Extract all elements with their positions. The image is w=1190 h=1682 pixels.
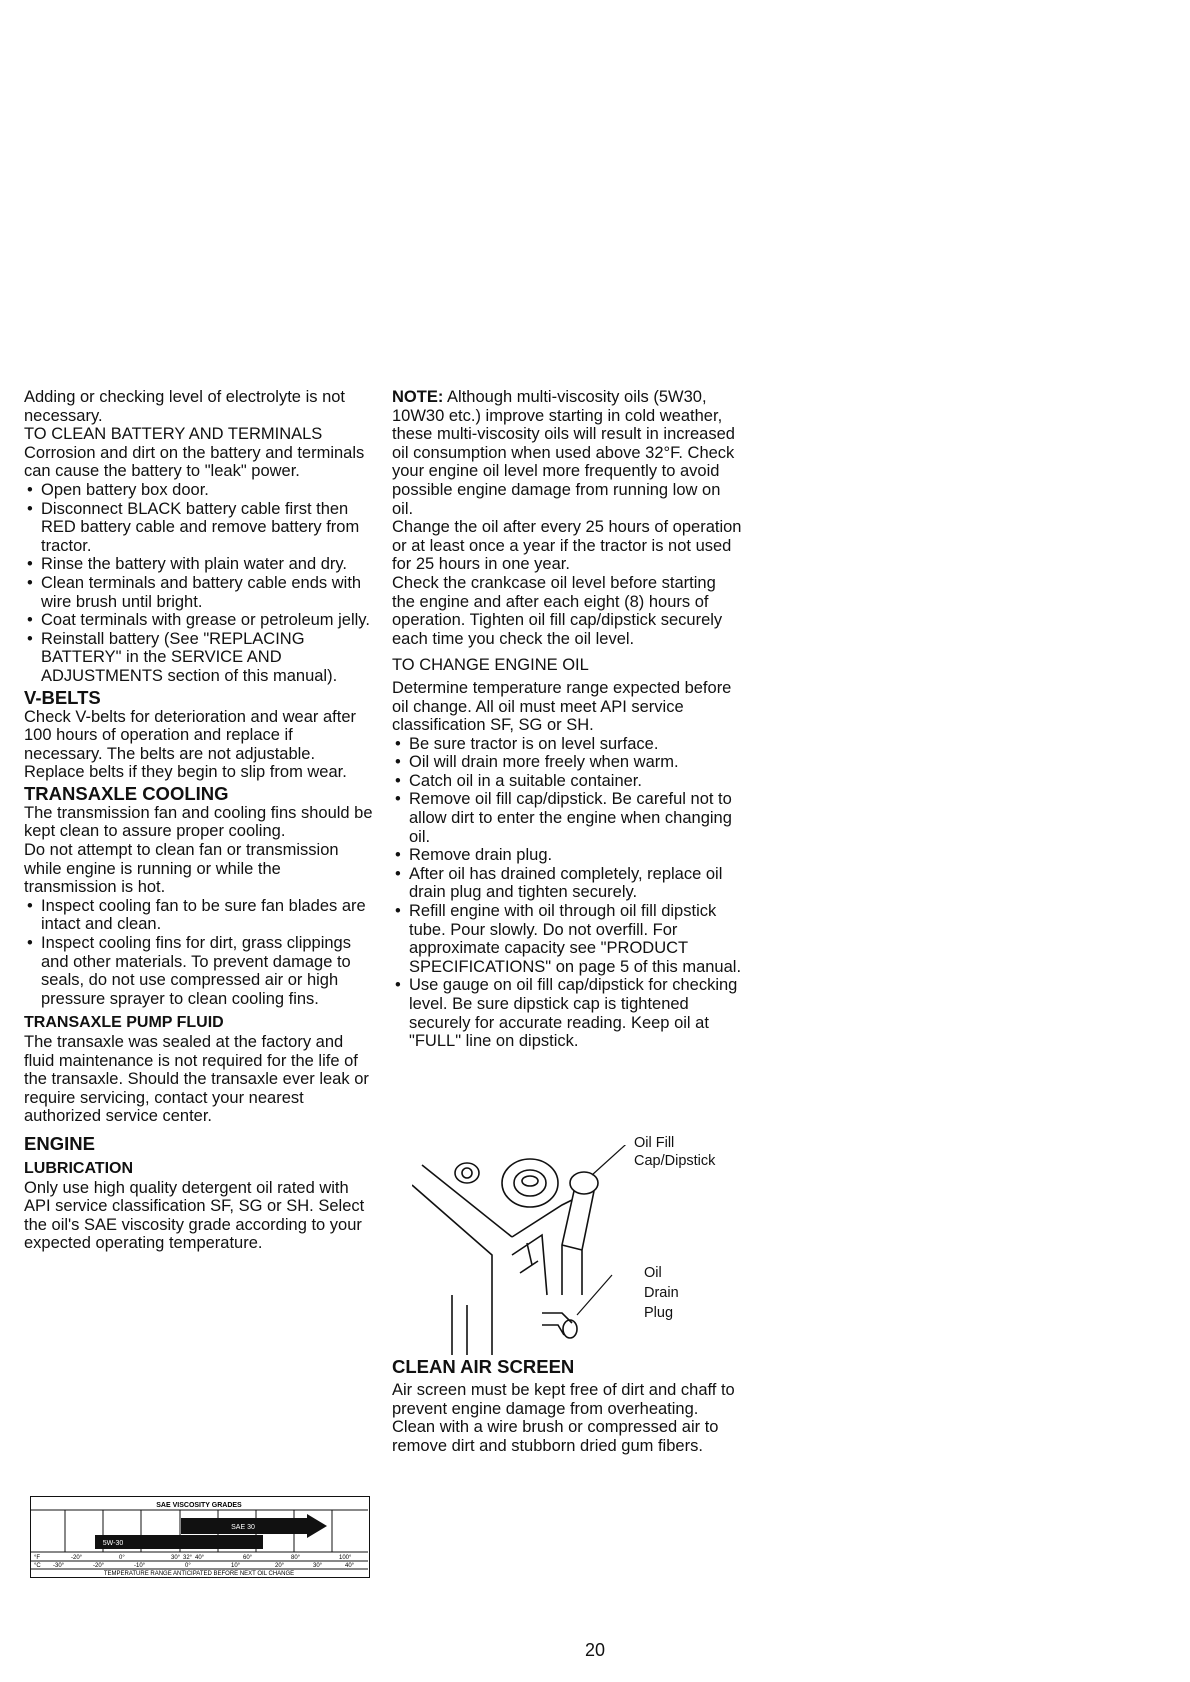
list-item: • Remove drain plug. xyxy=(392,846,742,865)
transaxle-cooling-heading: TRANSAXLE COOLING xyxy=(24,782,229,804)
lubrication-heading: LUBRICATION xyxy=(24,1159,134,1177)
sae-chart-graphic xyxy=(31,1497,368,1576)
pump-fluid-heading: TRANSAXLE PUMP FLUID xyxy=(24,1014,224,1032)
pump-fluid-text: The transaxle was sealed at the factory and fluid maintenance is not required for the life of the transaxle. Should the transaxle ever leak or require servicing, contact your nearest authorized service center. xyxy=(24,1033,369,1126)
engine-illustration xyxy=(412,1145,662,1355)
left-column xyxy=(24,388,374,1253)
clean-air-screen-section xyxy=(392,1355,742,1455)
battery-steps xyxy=(24,481,374,686)
oil-fill-label: Oil Fill xyxy=(634,1135,675,1151)
sae30-label: SAE 30 xyxy=(231,1524,255,1531)
electrolyte-note: Adding or checking level of electrolyte is not necessary. xyxy=(24,388,346,425)
f-tick: -20° xyxy=(71,1555,83,1561)
c-tick: 30° xyxy=(313,1563,323,1569)
sae-viscosity-chart xyxy=(30,1496,370,1578)
cap-dipstick-label: Cap/Dipstick xyxy=(634,1153,716,1169)
c-tick: 10° xyxy=(231,1563,241,1569)
c-tick: 0° xyxy=(185,1563,191,1569)
list-item: • Inspect cooling fan to be sure fan blades are intact and clean. xyxy=(24,897,374,934)
oil-fill-drain-diagram xyxy=(412,1135,752,1355)
change-oil-heading: TO CHANGE ENGINE OIL xyxy=(392,656,589,675)
c-tick: -10° xyxy=(134,1563,146,1569)
f-tick: 100° xyxy=(339,1555,352,1561)
c-tick: -20° xyxy=(93,1563,105,1569)
note-label: NOTE: xyxy=(392,388,444,406)
list-item: • Clean terminals and battery cable ends with wire brush until bright. xyxy=(24,574,374,611)
list-item: • Use gauge on oil fill cap/dipstick for checking level. Be sure dipstick cap is tightened securely for accurate reading. Keep oil at "FULL" line on dipstick. xyxy=(392,976,742,1050)
f-tick: 30° xyxy=(171,1555,181,1561)
list-item: • Inspect cooling fins for dirt, grass clippings and other materials. To prevent damage to seals, do not use compressed air or high pressure sprayer to clean cooling fins. xyxy=(24,934,374,1008)
note-text: Although multi-viscosity oils (5W30, 10W30 etc.) improve starting in cold weather, these multi-viscosity oils will result in increased oil consumption when used above 32°F. Check your engine oil level more frequently to avoid possible engine damage from running low on oil. xyxy=(392,388,735,518)
plug-label: Plug xyxy=(644,1305,674,1321)
list-item: • Catch oil in a suitable container. xyxy=(392,772,742,791)
change-oil-text: Determine temperature range expected before oil change. All oil must meet API service classification SF, SG or SH. xyxy=(392,678,732,735)
list-item: • After oil has drained completely, replace oil drain plug and tighten securely. xyxy=(392,865,742,902)
5w30-label: 5W-30 xyxy=(102,1540,124,1547)
list-item: • Refill engine with oil through oil fill dipstick tube. Pour slowly. Do not overfill. For approximate capacity see "PRODUCT SPECIFICATIONS" on page 5 of this manual. xyxy=(392,902,742,976)
f-tick: 32° xyxy=(183,1555,193,1561)
list-item: • Disconnect BLACK battery cable first then RED battery cable and remove battery from tractor. xyxy=(24,500,374,556)
oil-check-text: Check the crankcase oil level before starting the engine and after each eight (8) hours of operation. Tighten oil fill cap/dipstick securely each time you check the oil level. xyxy=(392,573,723,648)
c-tick: -30° xyxy=(53,1563,65,1569)
list-item: • Reinstall battery (See "REPLACING BATTERY" in the SERVICE AND ADJUSTMENTS section of this manual). xyxy=(24,630,374,686)
list-item: • Open battery box door. xyxy=(24,481,374,500)
sae-chart-footer: TEMPERATURE RANGE ANTICIPATED BEFORE NEXT OIL CHANGE xyxy=(103,1571,295,1576)
list-item: • Remove oil fill cap/dipstick. Be careful not to allow dirt to enter the engine when changing oil. xyxy=(392,790,742,846)
oil-note xyxy=(392,388,742,518)
c-tick: 20° xyxy=(275,1563,285,1569)
drain-label: Drain xyxy=(644,1285,679,1301)
list-item: • Oil will drain more freely when warm. xyxy=(392,753,742,772)
list-item: • Be sure tractor is on level surface. xyxy=(392,735,742,754)
f-tick: 80° xyxy=(291,1555,301,1561)
f-tick: 40° xyxy=(195,1555,205,1561)
transaxle-cooling-text: The transmission fan and cooling fins should be kept clean to assure proper cooling. xyxy=(24,803,373,841)
list-item: • Rinse the battery with plain water and dry. xyxy=(24,555,374,574)
f-tick: 0° xyxy=(119,1555,125,1561)
transaxle-cooling-warning: Do not attempt to clean fan or transmission while engine is running or while the transmission is hot. xyxy=(24,841,339,897)
air-screen-text: Air screen must be kept free of dirt and chaff to prevent engine damage from overheating. Clean with a wire brush or compressed air to remove dirt and stubborn dried gum fibers. xyxy=(392,1381,735,1455)
c-tick: 40° xyxy=(345,1563,355,1569)
c-unit-label: °C xyxy=(34,1563,41,1569)
vbelts-text: Check V-belts for deterioration and wear after 100 hours of operation and replace if necessary. The belts are not adjustable. Replace belts if they begin to slip from wear. xyxy=(24,707,357,782)
right-column xyxy=(392,388,742,1051)
transaxle-steps xyxy=(24,897,374,1009)
air-screen-heading: CLEAN AIR SCREEN xyxy=(392,1356,575,1377)
f-tick: 60° xyxy=(243,1555,253,1561)
oil-label: Oil xyxy=(644,1265,662,1281)
oil-change-interval: Change the oil after every 25 hours of operation or at least once a year if the tractor is not used for 25 hours in one year. xyxy=(392,518,742,574)
engine-heading: ENGINE xyxy=(24,1132,95,1154)
battery-text: Corrosion and dirt on the battery and terminals can cause the battery to "leak" power. xyxy=(24,443,365,481)
f-unit-label: °F xyxy=(34,1555,41,1561)
lubrication-text: Only use high quality detergent oil rated with API service classification SF, SG or SH. Select the oil's SAE viscosity grade according to your expected operating temperature. xyxy=(24,1178,365,1253)
change-oil-steps xyxy=(392,735,742,1051)
battery-heading: TO CLEAN BATTERY AND TERMINALS xyxy=(24,425,323,444)
sae-chart-title: SAE VISCOSITY GRADES xyxy=(156,1502,242,1509)
page-number: 20 xyxy=(584,1640,606,1660)
vbelts-heading: V-BELTS xyxy=(24,686,101,708)
list-item: • Coat terminals with grease or petroleum jelly. xyxy=(24,611,374,630)
